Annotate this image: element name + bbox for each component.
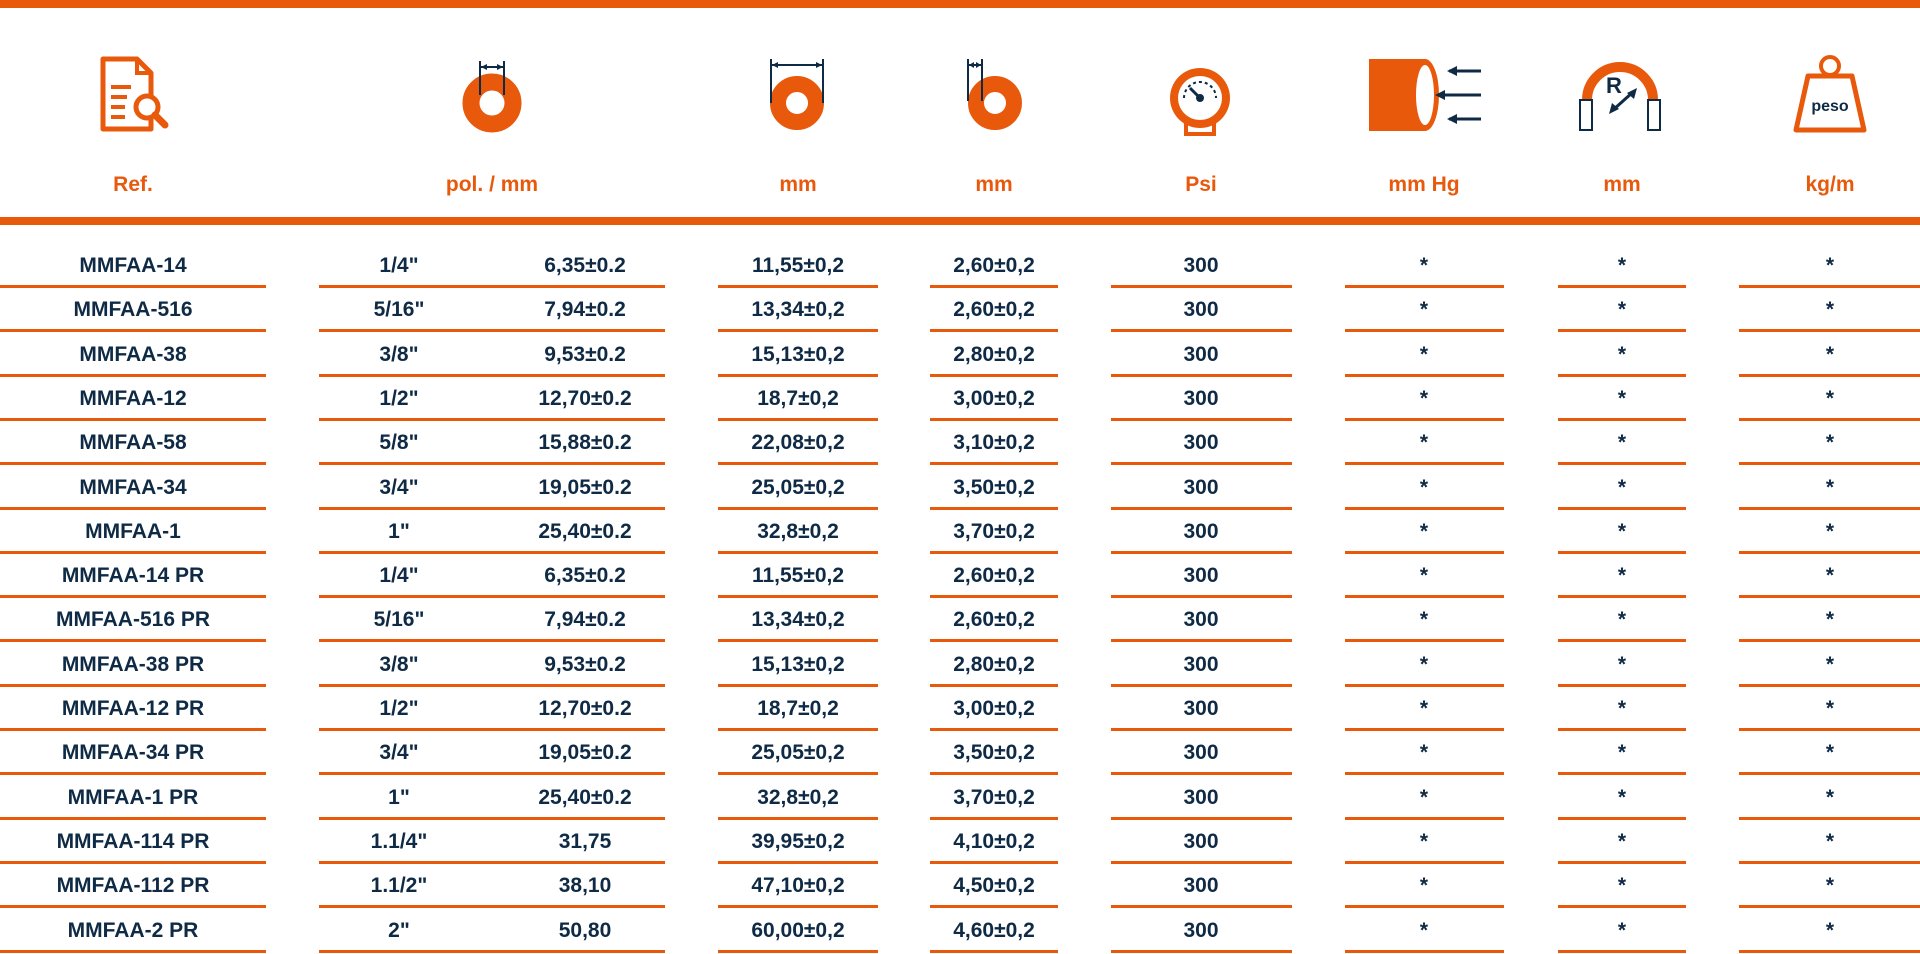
weight-cell: *	[1825, 918, 1835, 942]
pressure-cell: 300	[1183, 519, 1219, 543]
pressure-cell: 300	[1183, 697, 1219, 720]
weight-cell: *	[1825, 254, 1835, 277]
row-underline	[1345, 595, 1504, 598]
row-underline	[1111, 728, 1292, 731]
row-underline	[1111, 551, 1292, 554]
pressure-cell: 300	[1183, 298, 1219, 322]
outer-diameter-cell: 39,95±0,2	[751, 829, 845, 853]
row-underline	[0, 772, 266, 775]
row-underline	[319, 639, 665, 642]
hose-wall-thickness-icon	[955, 55, 1029, 135]
row-underline	[718, 329, 878, 332]
size-inch-cell: 5/16"	[373, 608, 425, 632]
outer-diameter-cell: 22,08±0,2	[751, 431, 845, 455]
size-inch-cell: 5/16"	[373, 298, 425, 322]
weight-cell: *	[1825, 519, 1835, 543]
row-underline	[1558, 329, 1686, 332]
row-underline	[930, 507, 1058, 510]
row-underline	[0, 418, 266, 421]
ref-cell: MMFAA-2 PR	[67, 918, 199, 942]
row-underline	[1111, 374, 1292, 377]
pressure-cell: 300	[1183, 608, 1219, 632]
weight-cell: *	[1825, 741, 1835, 765]
vacuum-cell: *	[1419, 829, 1429, 853]
row-underline	[930, 639, 1058, 642]
ref-cell: MMFAA-34 PR	[61, 741, 205, 765]
bend-radius-cell: *	[1617, 918, 1627, 942]
row-underline	[930, 905, 1058, 908]
vacuum-icon	[1365, 55, 1485, 135]
row-underline	[319, 595, 665, 598]
vacuum-cell: *	[1419, 519, 1429, 543]
row-underline	[0, 595, 266, 598]
row-underline	[718, 595, 878, 598]
row-underline	[930, 950, 1058, 953]
row-underline	[1739, 728, 1920, 731]
row-underline	[1558, 418, 1686, 421]
vacuum-cell: *	[1419, 475, 1429, 499]
row-underline	[1111, 684, 1292, 687]
row-underline	[930, 595, 1058, 598]
col-header-pressure: Psi	[1185, 173, 1217, 196]
row-underline	[319, 418, 665, 421]
row-underline	[1111, 861, 1292, 864]
row-underline	[1558, 772, 1686, 775]
row-underline	[930, 684, 1058, 687]
pressure-cell: 300	[1183, 342, 1219, 366]
row-underline	[1739, 861, 1920, 864]
ref-cell: MMFAA-516	[73, 298, 193, 322]
size-inch-cell: 5/8"	[379, 431, 419, 455]
row-underline	[1739, 551, 1920, 554]
outer-diameter-cell: 11,55±0,2	[751, 564, 845, 588]
row-underline	[1739, 684, 1920, 687]
row-underline	[319, 950, 665, 953]
row-underline	[718, 772, 878, 775]
row-underline	[1558, 285, 1686, 288]
pressure-cell: 300	[1183, 741, 1219, 765]
top-accent-bar	[0, 0, 1920, 8]
size-inch-cell: 1/4"	[379, 254, 419, 277]
row-underline	[718, 639, 878, 642]
row-underline	[319, 329, 665, 332]
vacuum-cell: *	[1419, 564, 1429, 588]
document-search-icon	[95, 55, 175, 135]
row-underline	[319, 374, 665, 377]
pressure-cell: 300	[1183, 874, 1219, 898]
bend-radius-cell: *	[1617, 519, 1627, 543]
size-mm-cell: 31,75	[558, 829, 612, 853]
row-underline	[718, 684, 878, 687]
wall-thickness-cell: 2,80±0,2	[953, 342, 1035, 366]
ref-cell: MMFAA-38 PR	[61, 652, 205, 676]
row-underline	[1111, 595, 1292, 598]
bend-radius-cell: *	[1617, 829, 1627, 853]
row-underline	[1558, 507, 1686, 510]
size-inch-cell: 1"	[388, 519, 410, 543]
outer-diameter-cell: 11,55±0,2	[751, 254, 845, 277]
col-header-outer-diameter: mm	[779, 173, 817, 196]
outer-diameter-cell: 47,10±0,2	[751, 874, 845, 898]
row-underline	[718, 950, 878, 953]
size-mm-cell: 12,70±0.2	[538, 386, 632, 410]
size-mm-cell: 7,94±0.2	[544, 608, 626, 632]
row-underline	[1739, 418, 1920, 421]
size-inch-cell: 3/4"	[379, 741, 419, 765]
size-mm-cell: 6,35±0.2	[544, 254, 626, 277]
row-underline	[0, 684, 266, 687]
size-mm-cell: 19,05±0.2	[538, 741, 632, 765]
ref-cell: MMFAA-38	[79, 342, 187, 366]
col-header-wall-thickness: mm	[975, 173, 1013, 196]
size-mm-cell: 15,88±0.2	[538, 431, 632, 455]
row-underline	[1558, 905, 1686, 908]
row-underline	[1558, 950, 1686, 953]
row-underline	[1558, 861, 1686, 864]
row-underline	[718, 462, 878, 465]
vacuum-cell: *	[1419, 608, 1429, 632]
wall-thickness-cell: 2,60±0,2	[953, 254, 1035, 277]
ref-cell: MMFAA-516 PR	[55, 608, 211, 632]
row-underline	[1739, 639, 1920, 642]
row-underline	[1345, 329, 1504, 332]
row-underline	[718, 374, 878, 377]
bend-radius-cell: *	[1617, 652, 1627, 676]
wall-thickness-cell: 2,80±0,2	[953, 652, 1035, 676]
vacuum-cell: *	[1419, 697, 1429, 720]
row-underline	[930, 374, 1058, 377]
vacuum-cell: *	[1419, 874, 1429, 898]
row-underline	[718, 728, 878, 731]
row-underline	[1345, 905, 1504, 908]
size-inch-cell: 3/8"	[379, 342, 419, 366]
size-mm-cell: 25,40±0.2	[538, 785, 632, 809]
row-underline	[1739, 285, 1920, 288]
wall-thickness-cell: 3,50±0,2	[953, 475, 1035, 499]
weight-cell: *	[1825, 829, 1835, 853]
hose-outer-diameter-icon	[760, 55, 834, 135]
ref-cell: MMFAA-1 PR	[67, 785, 199, 809]
wall-thickness-cell: 3,70±0,2	[953, 519, 1035, 543]
row-underline	[1739, 772, 1920, 775]
size-mm-cell: 7,94±0.2	[544, 298, 626, 322]
vacuum-cell: *	[1419, 741, 1429, 765]
ref-cell: MMFAA-114 PR	[56, 829, 210, 853]
col-header-ref: Ref.	[113, 173, 153, 196]
ref-cell: MMFAA-12 PR	[61, 697, 205, 720]
row-underline	[1345, 728, 1504, 731]
row-underline	[718, 817, 878, 820]
bend-radius-letter: R	[1606, 73, 1622, 98]
wall-thickness-cell: 4,10±0,2	[953, 829, 1035, 853]
weight-cell: *	[1825, 298, 1835, 322]
size-inch-cell: 1.1/2"	[370, 874, 428, 898]
bend-radius-cell: *	[1617, 298, 1627, 322]
size-inch-cell: 3/8"	[379, 652, 419, 676]
pressure-cell: 300	[1183, 254, 1219, 277]
row-underline	[0, 950, 266, 953]
vacuum-cell: *	[1419, 652, 1429, 676]
row-underline	[1739, 595, 1920, 598]
wall-thickness-cell: 3,70±0,2	[953, 785, 1035, 809]
weight-cell: *	[1825, 608, 1835, 632]
row-underline	[0, 728, 266, 731]
wall-thickness-cell: 3,00±0,2	[953, 697, 1035, 720]
row-underline	[0, 285, 266, 288]
outer-diameter-cell: 25,05±0,2	[751, 475, 845, 499]
wall-thickness-cell: 2,60±0,2	[953, 608, 1035, 632]
col-header-vacuum: mm Hg	[1388, 173, 1460, 196]
row-underline	[1345, 639, 1504, 642]
row-underline	[1111, 507, 1292, 510]
vacuum-cell: *	[1419, 298, 1429, 322]
pressure-cell: 300	[1183, 386, 1219, 410]
size-inch-cell: 1/4"	[379, 564, 419, 588]
size-inch-cell: 3/4"	[379, 475, 419, 499]
outer-diameter-cell: 60,00±0,2	[751, 918, 845, 942]
pressure-cell: 300	[1183, 431, 1219, 455]
wall-thickness-cell: 3,00±0,2	[953, 386, 1035, 410]
vacuum-cell: *	[1419, 386, 1429, 410]
row-underline	[319, 772, 665, 775]
wall-thickness-cell: 2,60±0,2	[953, 564, 1035, 588]
pressure-cell: 300	[1183, 785, 1219, 809]
bend-radius-cell: *	[1617, 741, 1627, 765]
row-underline	[1739, 462, 1920, 465]
row-underline	[1345, 374, 1504, 377]
row-underline	[319, 462, 665, 465]
vacuum-cell: *	[1419, 254, 1429, 277]
row-underline	[1111, 772, 1292, 775]
row-underline	[319, 551, 665, 554]
row-underline	[1111, 462, 1292, 465]
size-mm-cell: 19,05±0.2	[538, 475, 632, 499]
bend-radius-cell: *	[1617, 697, 1627, 720]
ref-cell: MMFAA-1	[85, 519, 181, 543]
size-inch-cell: 1/2"	[379, 386, 419, 410]
row-underline	[1739, 950, 1920, 953]
outer-diameter-cell: 13,34±0,2	[751, 608, 845, 632]
ref-cell: MMFAA-14	[79, 254, 187, 277]
row-underline	[0, 817, 266, 820]
bend-radius-cell: *	[1617, 608, 1627, 632]
row-underline	[0, 639, 266, 642]
size-mm-cell: 50,80	[558, 918, 612, 942]
row-underline	[0, 329, 266, 332]
row-underline	[1345, 950, 1504, 953]
row-underline	[319, 861, 665, 864]
size-mm-cell: 9,53±0.2	[544, 652, 626, 676]
wall-thickness-cell: 3,50±0,2	[953, 741, 1035, 765]
row-underline	[319, 684, 665, 687]
bend-radius-cell: *	[1617, 386, 1627, 410]
row-underline	[1111, 639, 1292, 642]
col-header-size: pol. / mm	[445, 173, 539, 196]
weight-cell: *	[1825, 652, 1835, 676]
row-underline	[930, 329, 1058, 332]
row-underline	[1345, 772, 1504, 775]
row-underline	[319, 285, 665, 288]
row-underline	[1111, 329, 1292, 332]
ref-cell: MMFAA-14 PR	[61, 564, 205, 588]
row-underline	[1111, 285, 1292, 288]
row-underline	[1558, 639, 1686, 642]
weight-cell: *	[1825, 785, 1835, 809]
outer-diameter-cell: 32,8±0,2	[757, 519, 839, 543]
size-mm-cell: 12,70±0.2	[538, 697, 632, 720]
pressure-cell: 300	[1183, 829, 1219, 853]
outer-diameter-cell: 18,7±0,2	[757, 386, 839, 410]
bend-radius-cell: *	[1617, 254, 1627, 277]
row-underline	[1345, 418, 1504, 421]
row-underline	[1345, 817, 1504, 820]
row-underline	[930, 817, 1058, 820]
row-underline	[718, 861, 878, 864]
row-underline	[1558, 595, 1686, 598]
row-underline	[930, 551, 1058, 554]
wall-thickness-cell: 2,60±0,2	[953, 298, 1035, 322]
pressure-gauge-icon	[1160, 60, 1240, 140]
pressure-cell: 300	[1183, 918, 1219, 942]
weight-cell: *	[1825, 697, 1835, 720]
row-underline	[1345, 861, 1504, 864]
row-underline	[718, 285, 878, 288]
ref-cell: MMFAA-58	[79, 431, 187, 455]
weight-cell: *	[1825, 564, 1835, 588]
row-underline	[1739, 905, 1920, 908]
bend-radius-cell: *	[1617, 475, 1627, 499]
row-underline	[0, 861, 266, 864]
size-inch-cell: 1.1/4"	[370, 829, 428, 853]
row-underline	[1739, 817, 1920, 820]
row-underline	[1111, 418, 1292, 421]
row-underline	[1345, 462, 1504, 465]
row-underline	[930, 285, 1058, 288]
header-separator	[0, 217, 1920, 225]
weight-cell: *	[1825, 874, 1835, 898]
pressure-cell: 300	[1183, 564, 1219, 588]
vacuum-cell: *	[1419, 785, 1429, 809]
row-underline	[1345, 551, 1504, 554]
bend-radius-cell: *	[1617, 431, 1627, 455]
row-underline	[718, 418, 878, 421]
vacuum-cell: *	[1419, 342, 1429, 366]
row-underline	[930, 772, 1058, 775]
outer-diameter-cell: 25,05±0,2	[751, 741, 845, 765]
weight-icon	[1790, 52, 1870, 136]
pressure-cell: 300	[1183, 475, 1219, 499]
col-header-bend-radius: mm	[1603, 173, 1641, 196]
bend-radius-icon	[1575, 58, 1665, 138]
row-underline	[1558, 684, 1686, 687]
bend-radius-cell: *	[1617, 342, 1627, 366]
size-mm-cell: 38,10	[558, 874, 612, 898]
ref-cell: MMFAA-12	[79, 386, 187, 410]
bend-radius-cell: *	[1617, 874, 1627, 898]
size-inch-cell: 1"	[388, 785, 410, 809]
weight-cell: *	[1825, 342, 1835, 366]
vacuum-cell: *	[1419, 431, 1429, 455]
size-mm-cell: 6,35±0.2	[544, 564, 626, 588]
row-underline	[1739, 374, 1920, 377]
row-underline	[1558, 728, 1686, 731]
row-underline	[1739, 507, 1920, 510]
pressure-cell: 300	[1183, 652, 1219, 676]
size-inch-cell: 1/2"	[379, 697, 419, 720]
row-underline	[319, 507, 665, 510]
row-underline	[1345, 684, 1504, 687]
size-mm-cell: 9,53±0.2	[544, 342, 626, 366]
row-underline	[930, 728, 1058, 731]
row-underline	[1558, 817, 1686, 820]
bend-radius-cell: *	[1617, 564, 1627, 588]
row-underline	[1345, 507, 1504, 510]
row-underline	[0, 507, 266, 510]
row-underline	[319, 905, 665, 908]
row-underline	[1111, 905, 1292, 908]
ref-cell: MMFAA-34	[79, 475, 187, 499]
hose-inner-diameter-icon	[455, 55, 529, 135]
weight-label: peso	[1811, 98, 1849, 115]
wall-thickness-cell: 4,50±0,2	[953, 874, 1035, 898]
row-underline	[1558, 374, 1686, 377]
outer-diameter-cell: 15,13±0,2	[751, 652, 845, 676]
size-inch-cell: 2"	[388, 918, 410, 942]
row-underline	[319, 817, 665, 820]
weight-cell: *	[1825, 386, 1835, 410]
row-underline	[1558, 462, 1686, 465]
col-header-weight: kg/m	[1805, 173, 1855, 196]
outer-diameter-cell: 18,7±0,2	[757, 697, 839, 720]
wall-thickness-cell: 4,60±0,2	[953, 918, 1035, 942]
row-underline	[0, 551, 266, 554]
row-underline	[319, 728, 665, 731]
row-underline	[930, 861, 1058, 864]
row-underline	[930, 418, 1058, 421]
row-underline	[930, 462, 1058, 465]
weight-cell: *	[1825, 431, 1835, 455]
vacuum-cell: *	[1419, 918, 1429, 942]
row-underline	[1111, 817, 1292, 820]
row-underline	[0, 462, 266, 465]
row-underline	[718, 905, 878, 908]
row-underline	[0, 905, 266, 908]
row-underline	[0, 374, 266, 377]
row-underline	[1111, 950, 1292, 953]
row-underline	[718, 507, 878, 510]
size-mm-cell: 25,40±0.2	[538, 519, 632, 543]
row-underline	[1345, 285, 1504, 288]
outer-diameter-cell: 32,8±0,2	[757, 785, 839, 809]
bend-radius-cell: *	[1617, 785, 1627, 809]
outer-diameter-cell: 13,34±0,2	[751, 298, 845, 322]
outer-diameter-cell: 15,13±0,2	[751, 342, 845, 366]
wall-thickness-cell: 3,10±0,2	[953, 431, 1035, 455]
ref-cell: MMFAA-112 PR	[56, 874, 210, 898]
row-underline	[1558, 551, 1686, 554]
row-underline	[718, 551, 878, 554]
row-underline	[1739, 329, 1920, 332]
weight-cell: *	[1825, 475, 1835, 499]
